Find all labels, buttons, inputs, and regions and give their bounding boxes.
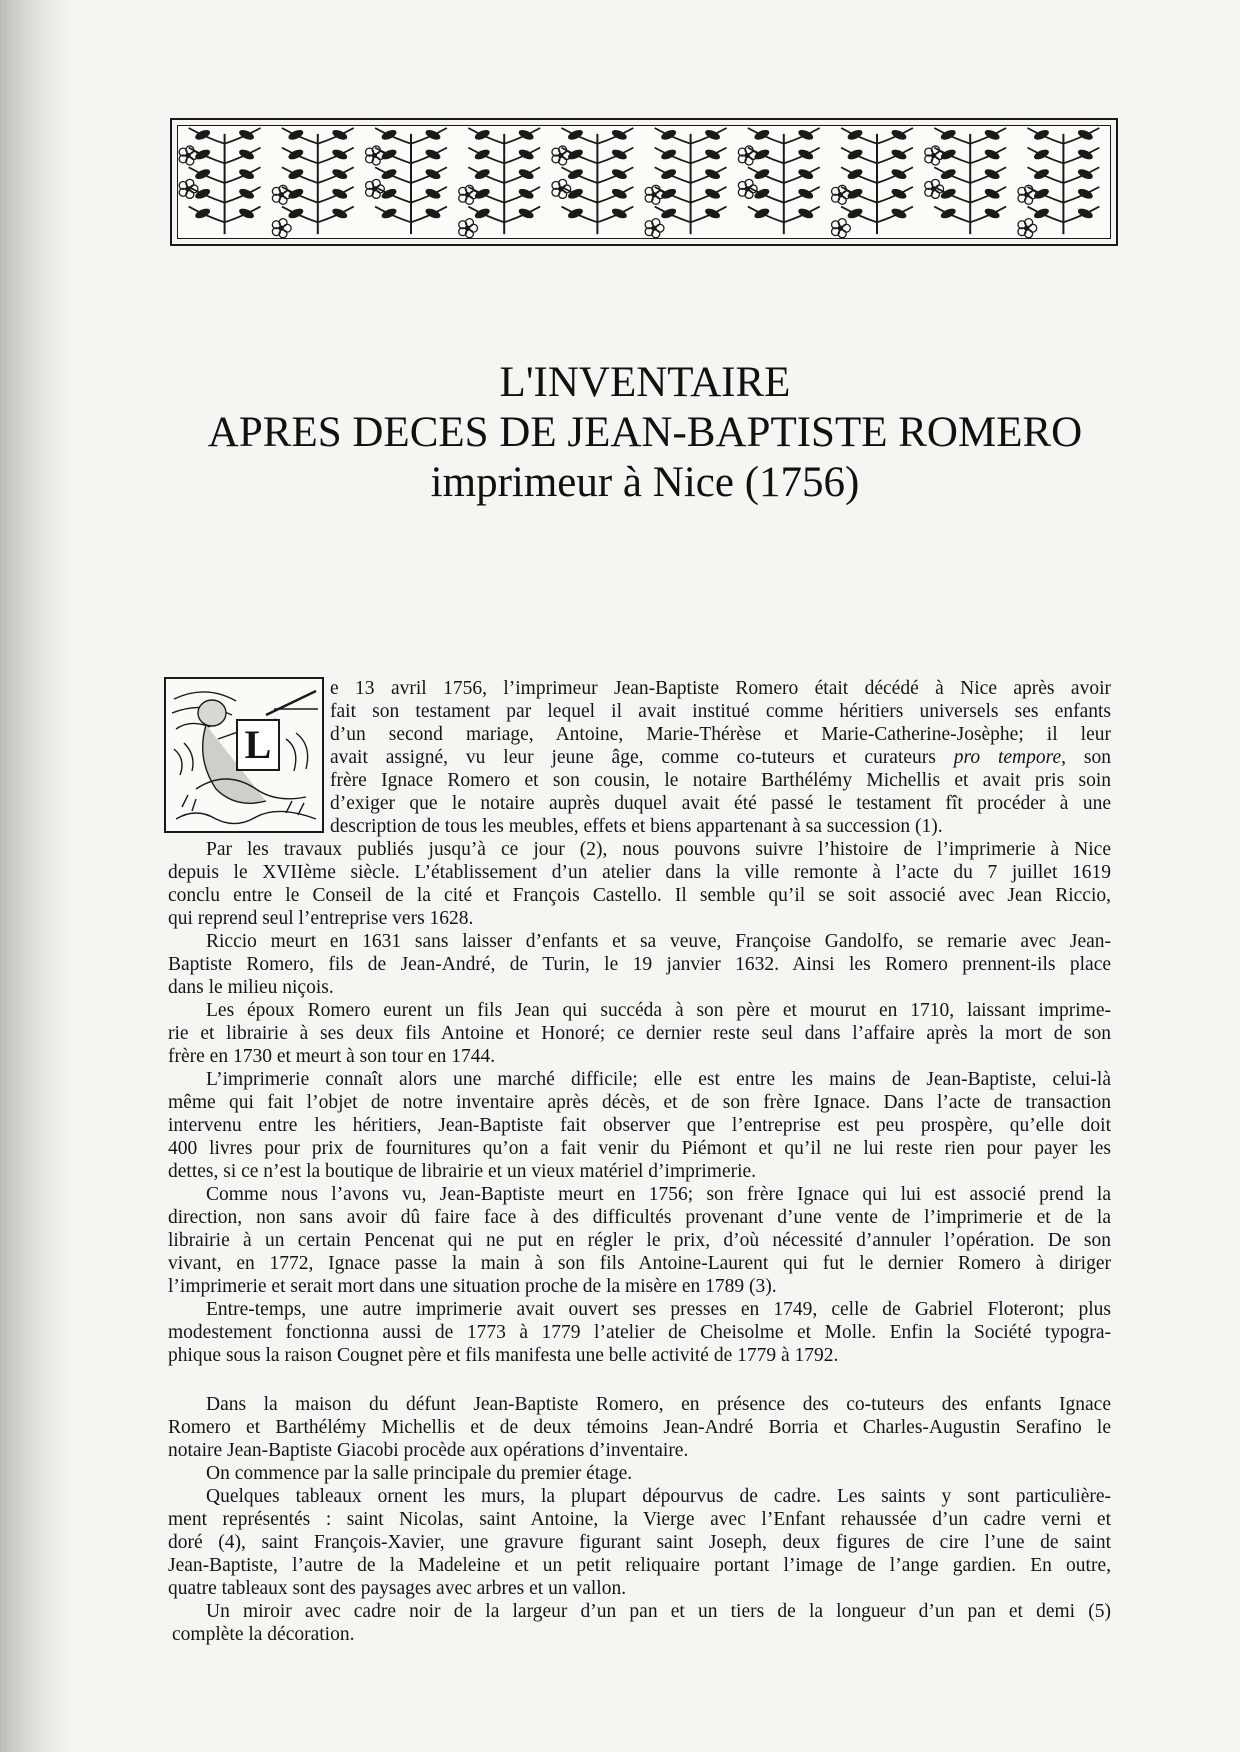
body-text-line: Par les travaux publiés jusqu’à ce jour (2), nous pouvons suivre l’histoire de l’imprimerie à Nice [206,839,1111,860]
body-text-line: Riccio meurt en 1631 sans laisser d’enfants et sa veuve, Françoise Gandolfo, se remarie avec Jean- [206,931,1111,952]
body-text-line: notaire Jean-Baptiste Giacobi procède aux opérations d’inventaire. [168,1440,689,1461]
drop-cap-illustration [164,677,324,833]
body-text-line: dans le milieu niçois. [168,977,334,998]
body-text-line: Dans la maison du défunt Jean-Baptiste Romero, en présence des co-tuteurs des enfants Ignace [206,1394,1111,1415]
body-text-line: direction, non sans avoir dû faire face à des difficultés provenant d’une vente de l’imprimerie et de la [168,1207,1111,1228]
body-text-line: depuis le XVIIème siècle. L’établissement d’un atelier dans la ville remonte à l’acte du 7 juillet 1619 [168,862,1111,883]
body-text-line: Jean-Baptiste, l’autre de la Madeleine et un petit reliquaire portant l’image de l’ange gardien. En outre, [168,1555,1111,1576]
body-text-line: On commence par la salle principale du premier étage. [206,1463,633,1484]
body-text-line: description de tous les meubles, effets et biens appartenant à sa succession (1). [330,816,943,837]
body-text-line: Baptiste Romero, fils de Jean-André, de Turin, le 19 janvier 1632. Ainsi les Romero prennent-ils place [168,954,1111,975]
body-text-line: Romero et Barthélémy Michellis et de deux témoins Jean-André Borria et Charles-Augustin Serafino le [168,1417,1111,1438]
body-text-line: ment représentés : saint Nicolas, saint Antoine, la Vierge avec l’Enfant rehaussée d’un cadre verni et [168,1509,1111,1530]
body-text-line: 400 livres pour prix de fournitures qu’on a fait venir du Piémont et qu’il ne lui reste rien pour payer les [168,1138,1111,1159]
body-text-line: librairie à un certain Pencenat qui ne put en régler le prix, d’où nécessité d’annuler l’opération. De son [168,1230,1111,1251]
body-text-line: e 13 avril 1756, l’imprimeur Jean-Baptiste Romero était décédé à Nice après avoir [330,678,1111,699]
body-text-line: fait son testament par lequel il avait institué comme héritiers universels ses enfants [330,701,1111,722]
floral-ornament-icon [178,126,1110,238]
body-text-line: quatre tableaux sont des paysages avec arbres et un vallon. [168,1578,627,1599]
body-text-line: doré (4), saint François-Xavier, une gravure figurant saint Joseph, deux figures de cire l’une de saint [168,1532,1111,1553]
body-text-line: Les époux Romero eurent un fils Jean qui succéda à son père et mourut en 1710, laissant imprime- [206,1000,1111,1021]
body-text-line: complète la décoration. [172,1624,355,1645]
body-text-line: Un miroir avec cadre noir de la largeur d’un pan et un tiers de la longueur d’un pan et demi (5) [206,1601,1111,1622]
body-text-line: Comme nous l’avons vu, Jean-Baptiste meurt en 1756; son frère Ignace qui lui est associé prend la [206,1184,1111,1205]
body-text-line: vivant, en 1772, Ignace passe la main à son fils Antoine-Laurent qui fut le dernier Romero à diriger [168,1253,1111,1274]
body-text-line: phique sous la raison Cougnet père et fils manifesta une belle activité de 1779 à 1792. [168,1345,839,1366]
decorative-floral-banner [170,118,1118,246]
article-title [150,358,1140,508]
title-line-3: imprimeur à Nice (1756) [430,459,860,506]
body-text-line: modestement fonctionna aussi de 1773 à 1779 l’atelier de Cheisolme et Molle. Enfin la Société typogra- [168,1322,1111,1343]
body-text-line: frère en 1730 et meurt à son tour en 1744. [168,1046,496,1067]
body-text-line: qui reprend seul l’entreprise vers 1628. [168,908,474,929]
body-text-line: Quelques tableaux ornent les murs, la plupart dépourvus de cadre. Les saints y sont particulière- [206,1486,1111,1507]
body-text-line: L’imprimerie connaît alors une marché difficile; elle est entre les mains de Jean-Baptiste, celui-là [206,1069,1111,1090]
drop-cap-letter: L [236,719,280,771]
body-text-line: même qui fait l’objet de notre inventaire après décès, et de son frère Ignace. Dans l’acte de transaction [168,1092,1111,1113]
body-text-line: Entre-temps, une autre imprimerie avait ouvert ses presses en 1749, celle de Gabriel Floteront; plus [206,1299,1111,1320]
body-text-line: dettes, si ce n’est la boutique de librairie et un vieux matériel d’imprimerie. [168,1161,757,1182]
body-text-line: l’imprimerie et serait mort dans une situation proche de la misère en 1789 (3). [168,1276,777,1297]
title-line-1: L'INVENTAIRE [499,359,791,406]
body-text-line: avait assigné, vu leur jeune âge, comme co-tuteurs et curateurs pro tempore, son [330,747,1112,768]
body-text-line: intervenu entre les héritiers, Jean-Baptiste fait observer que l’entreprise est peu prospère, qu’elle doit [168,1115,1111,1136]
body-text-line: d’un second mariage, Antoine, Marie-Thérèse et Marie-Catherine-Josèphe; il leur [330,724,1111,745]
page-gutter-shadow [0,0,70,1752]
body-text-line: frère Ignace Romero et son cousin, le notaire Barthélémy Michellis et avait pris soin [330,770,1111,791]
body-text-line: conclu entre le Conseil de la cité et François Castello. Il semble qu’il se soit associé avec Jean Riccio, [168,885,1111,906]
body-text-line: d’exiger que le notaire auprès duquel avait été passé le testament fît procéder à une [330,793,1111,814]
body-text-line: rie et librairie à ses deux fils Antoine et Honoré; ce dernier reste seul dans l’affaire après la mort de son [168,1023,1111,1044]
title-line-2: APRES DECES DE JEAN-BAPTISTE ROMERO [207,409,1083,456]
